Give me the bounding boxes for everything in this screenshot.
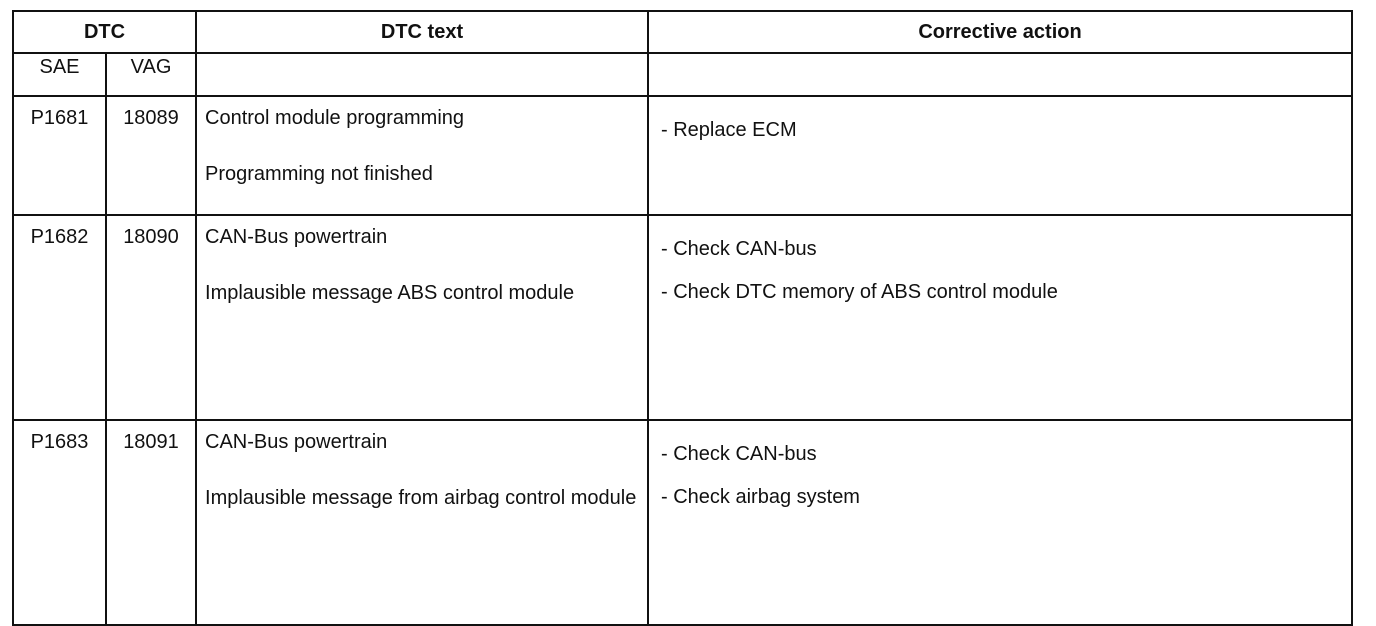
action-line: - Check CAN-bus: [661, 443, 817, 465]
dtc-table: [12, 10, 1353, 626]
dtc-text-line: Programming not finished: [205, 163, 433, 185]
action-line: - Check airbag system: [661, 486, 860, 508]
action-line: - Check CAN-bus: [661, 238, 817, 260]
dtc-text-line: Implausible message ABS control module: [205, 282, 575, 304]
header-row: [13, 11, 1352, 53]
table-row: [13, 420, 1352, 625]
vag-code: 18089: [106, 96, 196, 215]
subheader-vag: VAG: [106, 53, 196, 96]
dtc-text-cell: [196, 215, 648, 420]
corrective-action-cell: [648, 96, 1352, 215]
action-line: - Replace ECM: [661, 119, 797, 141]
header-dtc: DTC: [13, 11, 196, 53]
dtc-text-cell: [196, 420, 648, 625]
dtc-text-cell: [196, 96, 648, 215]
sae-code: P1682: [13, 215, 106, 420]
vag-code: 18090: [106, 215, 196, 420]
dtc-text-line: Control module programming: [205, 107, 465, 129]
dtc-text-line: Implausible message from airbag control module: [205, 487, 637, 509]
subheader-sae: SAE: [13, 53, 106, 96]
corrective-action-cell: [648, 420, 1352, 625]
table-row: [13, 96, 1352, 215]
header-dtc-text: DTC text: [196, 11, 648, 53]
corrective-action-cell: [648, 215, 1352, 420]
dtc-text-line: CAN-Bus powertrain: [205, 431, 388, 453]
header-corrective-action: Corrective action: [648, 11, 1352, 53]
action-line: - Check DTC memory of ABS control module: [661, 281, 1058, 303]
subheader-empty-action: [648, 53, 1352, 96]
table-row: [13, 215, 1352, 420]
subheader-row: [13, 53, 1352, 96]
dtc-text-line: CAN-Bus powertrain: [205, 226, 388, 248]
subheader-empty-text: [196, 53, 648, 96]
sae-code: P1683: [13, 420, 106, 625]
vag-code: 18091: [106, 420, 196, 625]
sae-code: P1681: [13, 96, 106, 215]
